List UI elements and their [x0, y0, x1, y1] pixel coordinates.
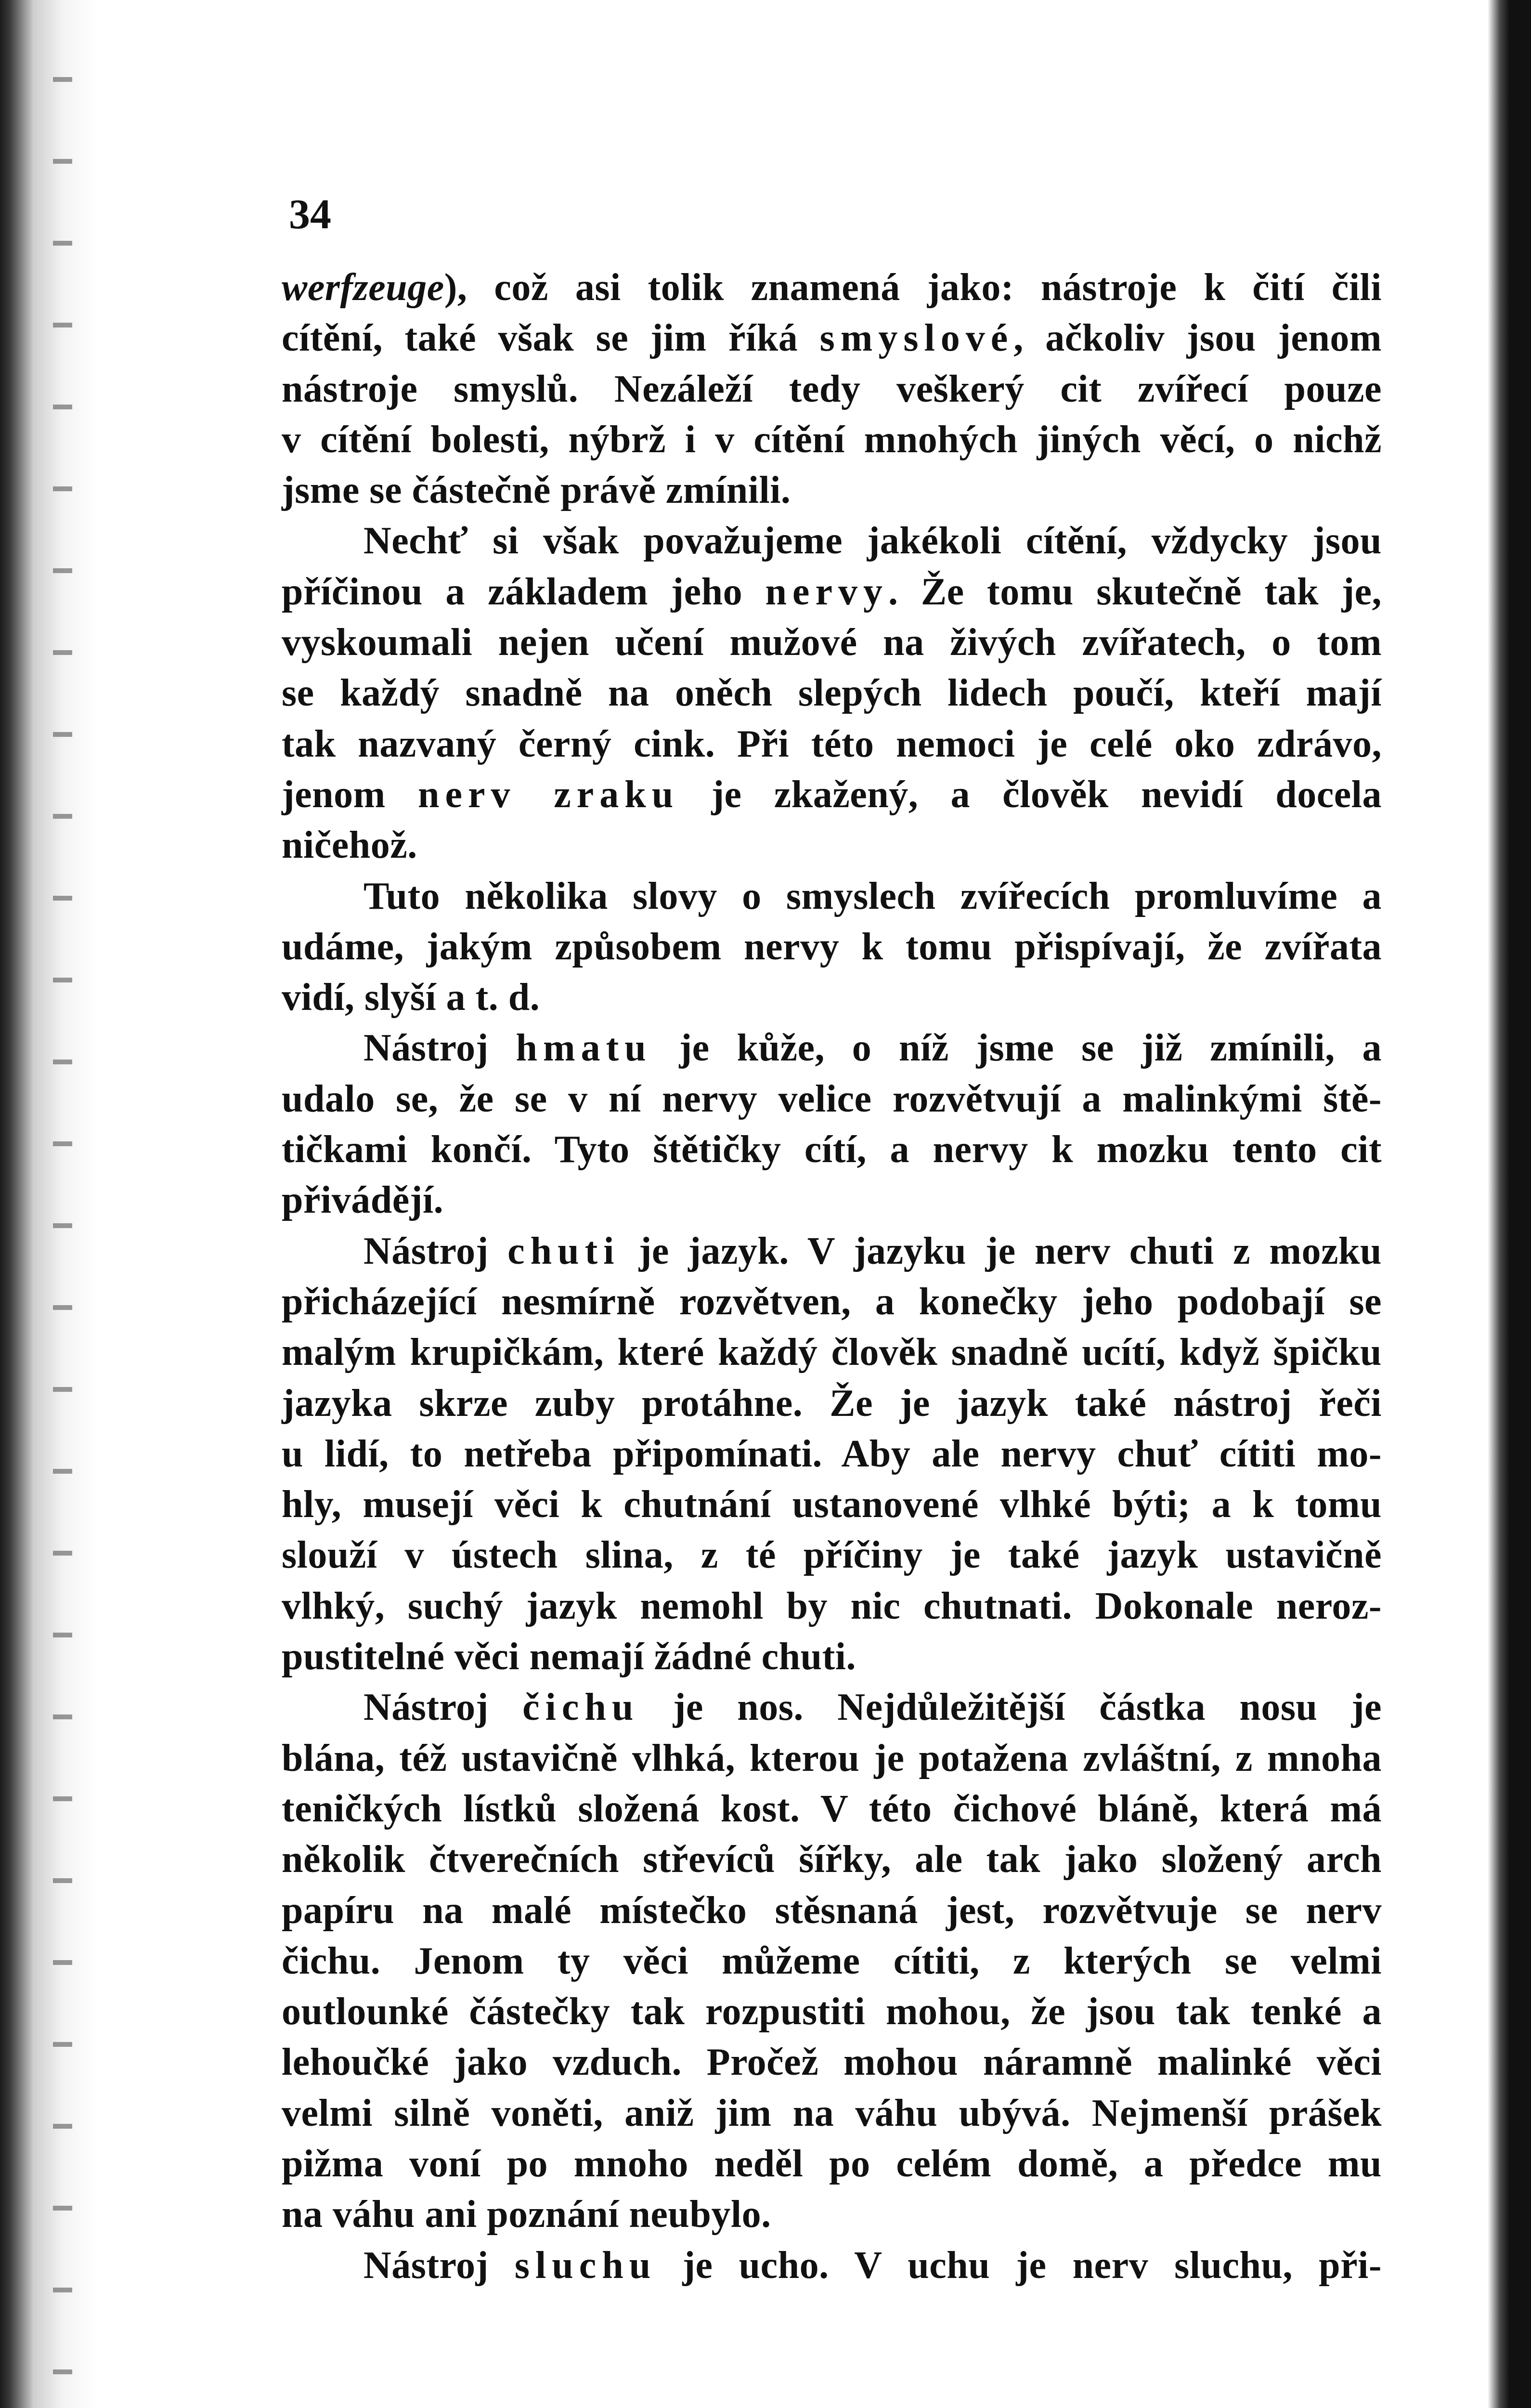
text-line: Nástroj hmatu je kůže, o níž jsme se již zmínili, a — [363, 1027, 1382, 1070]
text-emphasis: sluchu — [514, 2244, 657, 2287]
text-line: Nástroj sluchu je ucho. V uchu je nerv sluchu, při- — [363, 2244, 1382, 2287]
text-line: přivádějí. — [282, 1179, 444, 1222]
text-line: teničkých lístků složená kost. V této čichové bláně, která má — [282, 1787, 1382, 1830]
text-line: Tuto několika slovy o smyslech zvířecích promluvíme a — [363, 875, 1382, 917]
text-line: ničehož. — [282, 824, 417, 867]
text-line: pižma voní po mnoho neděl po celém domě, a předce mu — [282, 2142, 1382, 2185]
text-line: přicházející nesmírně rozvětven, a konečky jeho podobají se — [282, 1280, 1382, 1323]
text-line: papíru na malé místečko stěsnaná jest, rozvětvuje se nerv — [282, 1889, 1382, 1932]
text-line: jazyka skrze zuby protáhne. Že je jazyk také nástroj řeči — [282, 1382, 1382, 1425]
text-line: příčinou a základem jeho nervy. Že tomu skutečně tak je, — [282, 570, 1382, 613]
text-line: tičkami končí. Tyto štětičky cítí, a nervy k mozku tento cit — [282, 1128, 1382, 1171]
scan-left-edge — [0, 0, 96, 2408]
text-line: vidí, slyší a t. d. — [282, 976, 540, 1019]
text-line: Nástroj čichu je nos. Nejdůležitější částka nosu je — [363, 1686, 1382, 1729]
text-line: slouží v ústech slina, z té příčiny je také jazyk ustavičně — [282, 1534, 1382, 1577]
page-text — [282, 262, 1382, 2291]
text-line: udáme, jakým způsobem nervy k tomu přispívají, že zvířata — [282, 925, 1382, 968]
text-line: čichu. Jenom ty věci můžeme cítiti, z kterých se velmi — [282, 1939, 1382, 1982]
text-line: malým krupičkám, které každý člověk snadně ucítí, když špičku — [282, 1331, 1382, 1374]
text-line: u lidí, to netřeba připomínati. Aby ale nervy chuť cítiti mo- — [282, 1432, 1382, 1475]
text-emphasis: werfzeuge — [282, 266, 444, 309]
text-line: hly, musejí věci k chutnání ustanovené vlhké býti; a k tomu — [282, 1483, 1382, 1526]
text-emphasis: nervy — [765, 570, 888, 613]
text-emphasis: čichu — [522, 1686, 639, 1729]
text-line: cítění, také však se jim říká smyslové, ačkoliv jsou jenom — [282, 317, 1382, 360]
text-line: tak nazvaný černý cink. Při této nemoci je celé oko zdrávo, — [282, 722, 1382, 765]
text-line: lehoučké jako vzduch. Pročež mohou náramně malinké věci — [282, 2041, 1382, 2084]
text-line: pustitelné věci nemají žádné chuti. — [282, 1636, 856, 1678]
text-line: Nechť si však považujeme jakékoli cítění, vždycky jsou — [363, 520, 1382, 563]
text-line: jsme se částečně právě zmínili. — [282, 469, 791, 512]
page-number: 34 — [289, 191, 331, 238]
text-line: outlounké částečky tak rozpustiti mohou, že jsou tak tenké a — [282, 1990, 1382, 2033]
text-emphasis: hmatu — [516, 1027, 652, 1070]
text-emphasis: nerv zraku — [417, 773, 679, 816]
text-line: několik čtverečních střevíců šířky, ale tak jako složený arch — [282, 1838, 1382, 1881]
scan-right-edge — [1488, 0, 1531, 2408]
text-line: vlhký, suchý jazyk nemohl by nic chutnati. Dokonale neroz- — [282, 1584, 1382, 1627]
text-line: na váhu ani poznání neubylo. — [282, 2193, 771, 2236]
text-emphasis: smyslové — [819, 317, 1014, 360]
text-line: Nástroj chuti je jazyk. V jazyku je nerv chuti z mozku — [363, 1230, 1382, 1272]
text-line: udalo se, že se v ní nervy velice rozvětvují a malinkými ště- — [282, 1077, 1382, 1120]
text-line: vyskoumali nejen učení mužové na živých zvířatech, o tom — [282, 621, 1382, 664]
text-line: v cítění bolesti, nýbrž i v cítění mnohých jiných věcí, o nichž — [282, 418, 1382, 461]
text-line: blána, též ustavičně vlhká, kterou je potažena zvláštní, z mnoha — [282, 1737, 1382, 1780]
text-line: velmi silně voněti, aniž jim na váhu ubývá. Nejmenší prášek — [282, 2092, 1382, 2134]
text-line: se každý snadně na oněch slepých lidech poučí, kteří mají — [282, 672, 1382, 715]
text-line: nástroje smyslů. Nezáleží tedy veškerý cit zvířecí pouze — [282, 367, 1382, 410]
text-emphasis: chuti — [507, 1230, 620, 1272]
text-line: werfzeuge), což asi tolik znamená jako: nástroje k čití čili — [282, 266, 1382, 309]
text-line: jenom nerv zraku je zkažený, a člověk nevidí docela — [282, 773, 1382, 816]
binding-marks — [53, 0, 72, 2408]
